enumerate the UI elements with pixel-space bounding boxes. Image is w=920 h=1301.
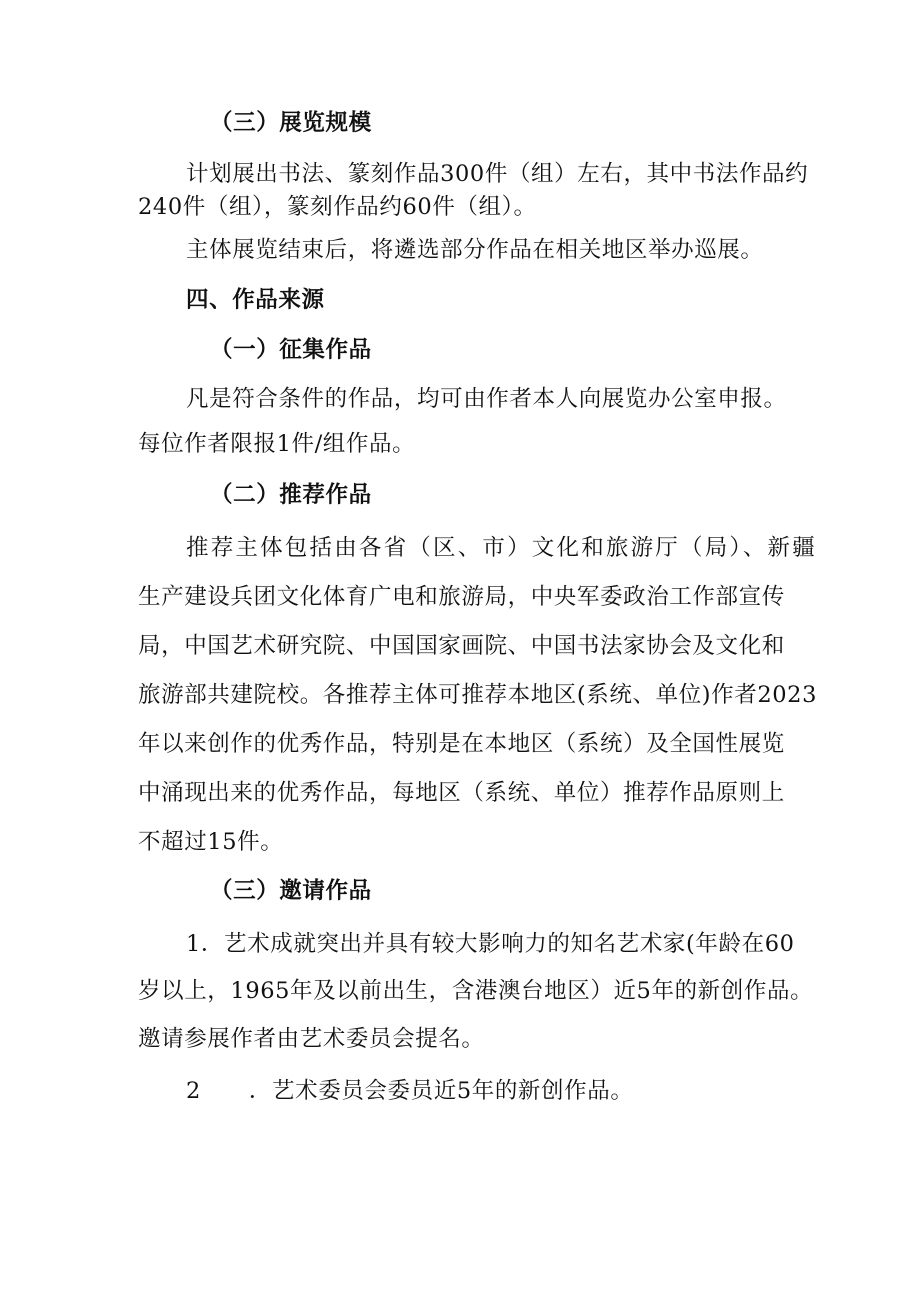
list-item-text: ．艺术委员会委员近5年的新创作品。	[248, 1078, 634, 1104]
paragraph-line: 中涌现出来的优秀作品，每地区（系统、单位）推荐作品原则上	[138, 780, 785, 806]
list-item-line: 岁以上，1965年及以前出生，含港澳台地区）近5年的新创作品。	[138, 978, 814, 1004]
paragraph-line: 年以来创作的优秀作品，特别是在本地区（系统）及全国性展览	[138, 731, 785, 757]
paragraph-line: 计划展出书法、篆刻作品300件（组）左右，其中书法作品约	[186, 161, 809, 187]
list-item-number: 2	[186, 1078, 201, 1104]
section-title-work-source: 四、作品来源	[186, 287, 325, 313]
paragraph-line: 不超过15件。	[138, 829, 284, 855]
paragraph-line: 旅游部共建院校。各推荐主体可推荐本地区(系统、单位)作者2023	[138, 682, 818, 708]
paragraph-line: 240件（组），篆刻作品约60件（组）。	[138, 194, 537, 220]
paragraph-line: 凡是符合条件的作品，均可由作者本人向展览办公室申报。	[186, 386, 787, 412]
list-item	[186, 1076, 633, 1106]
subsection-title-collected-works: （一）征集作品	[210, 337, 372, 363]
subsection-title-invited-works: （三）邀请作品	[210, 878, 372, 904]
paragraph-line: 每位作者限报1件/组作品。	[138, 431, 416, 457]
paragraph-line: 生产建设兵团文化体育广电和旅游局，中央军委政治工作部宣传	[138, 584, 785, 610]
list-item-line: 1．艺术成就突出并具有较大影响力的知名艺术家(年龄在60	[186, 931, 795, 957]
paragraph-line: 主体展览结束后，将遴选部分作品在相关地区举办巡展。	[186, 237, 764, 263]
list-item-line: 邀请参展作者由艺术委员会提名。	[138, 1026, 485, 1052]
paragraph-line: 推荐主体包括由各省（区、市）文化和旅游厅（局）、新疆	[186, 535, 817, 561]
paragraph-line: 局，中国艺术研究院、中国国家画院、中国书法家协会及文化和	[138, 633, 785, 659]
subsection-title-recommended-works: （二）推荐作品	[210, 482, 372, 508]
section-title-exhibition-scale: （三）展览规模	[210, 110, 372, 136]
